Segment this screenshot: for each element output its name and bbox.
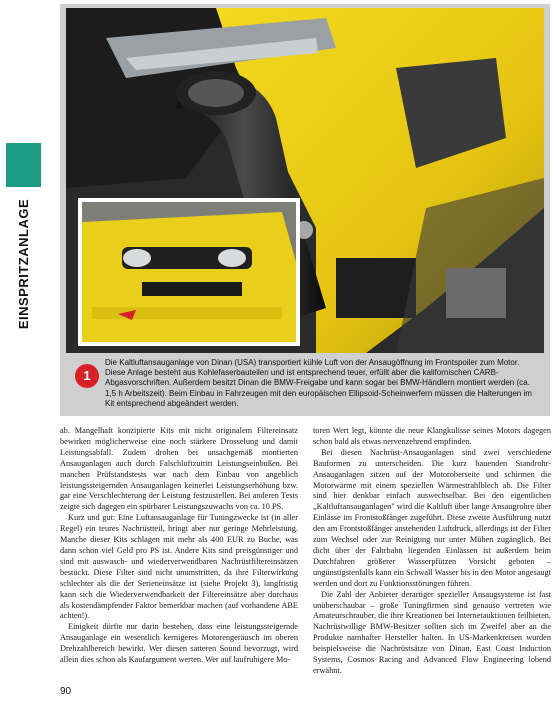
paragraph: Kurz und gut: Eine Luftansauganlage für Tuningzwecke ist (in aller Regel) ein teures Nachrüstteil, bringt aber nur geringe Mehrleistung. Manche dieser Kits schlagen mit mehr als 400 EUR zu Buche, was dann schon viel Geld pro PS ist. Andere Kits sind preisgünstiger und sind mit auswasch- und wiederverwendbaren Nachrüstfiltereinsätzen bestückt. Diese Filter sind nicht unumstritten, da ihre Filterwirkung schlechter als die der Serieneinsätze ist (siehe Projekt 3), langfristig kann sich die Wiederverwendbarkeit der Filtereinsätze aber durchaus als kostendämpfender Faktor bemerkbar machen (auf vorhandene ABE achten!). xyxy=(60,513,298,621)
car-front-inset-photo xyxy=(78,198,300,346)
paragraph: toren Wert legt, könnte die neue Klangkulisse seines Motors dagegen schon bald als etwas nervenzehrend empfinden. xyxy=(313,426,551,446)
paragraph: Die Zahl der Anbieter derartiger spezieller Ansaugsysteme ist fast unüberschaubar – große Tuningfirmen sind genauso vertreten wie Amateurschrauber, die ihre Kreationen bei Internetauktionen feilbieten. Nachrüstwillige BMW-Besitzer sollten sich im Zweifel aber an die Produkte namhafter Hersteller halten. In US-Markenkreisen wurden beispielsweise die Nachrüstsätze von Dinan, East Coast Induction Systems, Cosmos Racing and Advanced Flow Engineering lobend erwähnt. xyxy=(313,589,551,675)
paragraph: ab. Mangelhaft konzipierte Kits mit nicht originalem Filtereinsatz bewirken möglicherweise eine noch stärkere Drosselung und damit Leistungsabfall. Zudem drohen bei unsachgemäß montierten Ansauganlagen auch durch Falschluftzutritt Leistungseinbußen. Bei manchen Prüfstandstests war nach dem Einbau von angeblich leistungssteigernden Ansauganlagen keinerlei Leistungserhöhung bzw. gar eine Verschlechterung der Leistung festzustellen. Bei anderen Tests zeigte sich dagegen ein spürbarer Leistungszuwachs von ca. 10 PS. xyxy=(60,426,298,512)
figure-caption: Die Kaltluftansauganlage von Dinan (USA) transportiert kühle Luft von der Ansaugöffnung im Frontspoiler zum Motor. Diese Anlage besteht aus Kohlefaserbauteilen und ist entsprechend teuer, erfüllt aber die kalifornischen CARB-Abgasvorschriften. Außerdem besitzt Dinan die BMW-Freigabe und kann sogar bei BMW-Händlern montiert werden (ca. 1,5 h Arbeitszeit). Beim Einbau in Fahrzeugen mit den europäischen Ellipsoid-Scheinwerfern müssen die Halterungen im Kit entsprechend abgeändert werden. xyxy=(105,358,532,408)
text-column-left xyxy=(60,426,298,666)
section-label-text: EINSPRITZANLAGE xyxy=(16,198,31,330)
figure-frame xyxy=(60,4,550,416)
car-front-illustration xyxy=(82,202,296,342)
paragraph: Einigkeit dürfte nur darin bestehen, dass eine leistungssteigernde Ansauganlage ein wesentlich kernigeres Motorengeräusch im oberen Drehzahlbereich bewirkt. Wer diesen satteren Sound bevorzugt, wird allein dies schon als Kaufargument werten. Wer auf laufruhigere Mo- xyxy=(60,622,298,665)
text-column-right xyxy=(313,426,551,677)
paragraph: Bei diesen Nachrüst-Ansauganlagen sind zwei verschiedene Bauformen zu unterscheiden. Die kurz bauenden Standrohr-Ansauganlagen sitzen auf der Motoroberseite und schirmen die Motorwärme mit einem speziellen Wärmestrahlblech ab. Die Filter sind hier denkbar einfach auswechselbar. Bei den eigentlichen „Kaltluftansauganlagen" wird die Kaltluft über lange Ansaugrohre über Einlässe im Frontstoßfänger zugeführt. Diese zweite Ausführung nutzt den am Frontstoßfänger anstehenden Luftdruck, allerdings ist der Filter zum Wechsel oder zur Reinigung nur unter Mühen zugänglich. Bei dicht über der Fahrbahn liegenden Einlässen ist außerdem beim Durchfahren größerer Wasserpfützen Vorsicht geboten – ungünstigstenfalls kann ein Schwall Wasser bis in den Motor angesaugt werden und dort zu Funktionsstörungen führen. xyxy=(313,447,551,588)
figure-number-badge: 1 xyxy=(75,364,99,388)
engine-bay-photo xyxy=(66,8,544,353)
page-number: 90 xyxy=(60,686,72,697)
